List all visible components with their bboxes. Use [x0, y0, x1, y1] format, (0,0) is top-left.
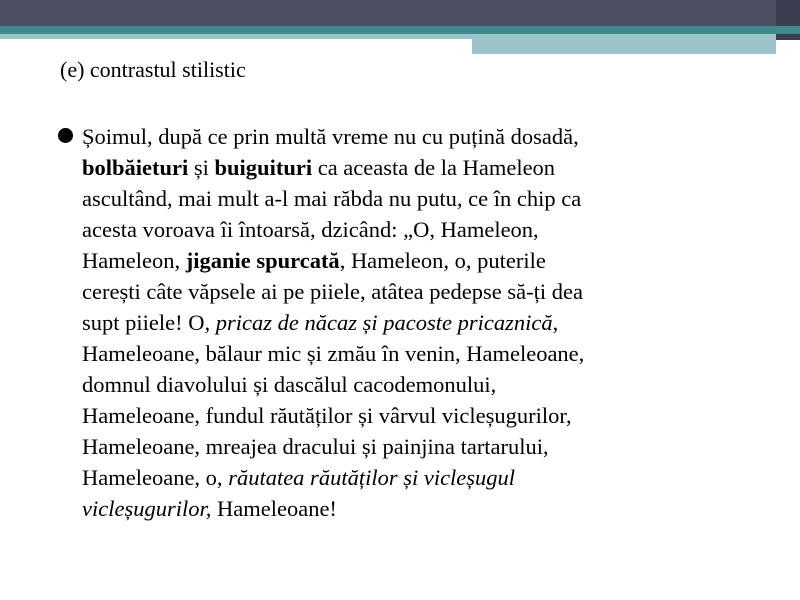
paragraph-line	[82, 493, 772, 524]
bullet-icon	[58, 128, 73, 143]
text-run: ,	[552, 310, 559, 335]
bold-term: jiganie spurcată	[185, 248, 340, 273]
paragraph-line	[82, 214, 772, 245]
italic-phrase: răutatea răutăților și vicleșugul	[228, 465, 516, 490]
text-run: Hameleoane!	[211, 496, 337, 521]
paragraph-line	[82, 369, 772, 400]
text-run: ascultând, mai mult a-l mai răbda nu putu, ce în chip ca	[82, 186, 582, 211]
text-run: cerești câte văpsele ai pe piiele, atâtea pedepse să-ți dea	[82, 279, 583, 304]
header-light-band-left	[0, 34, 472, 39]
paragraph-line	[82, 276, 772, 307]
paragraph-line	[82, 462, 772, 493]
text-run: supt piiele! O,	[82, 310, 216, 335]
bold-term: buiguituri	[214, 155, 313, 180]
text-run: Hameleoane, bălaur mic și zmău în venin, Hameleoane,	[82, 341, 585, 366]
text-run: ca aceasta de la Hameleon	[312, 155, 556, 180]
header-dark-corner	[776, 0, 800, 40]
paragraph-line	[82, 431, 772, 462]
italic-phrase: vicleșugurilor,	[82, 496, 212, 521]
paragraph-line	[82, 183, 772, 214]
text-run: domnul diavolului și dascălul cacodemonului,	[82, 372, 497, 397]
text-run: , Hameleon, o, puterile	[339, 248, 546, 273]
italic-phrase: pricaz de năcaz și pacoste pricaznică	[215, 310, 553, 335]
text-run: și	[188, 155, 215, 180]
text-run: Șoimul, după ce prin multă vreme nu cu puțină dosadă,	[82, 124, 579, 149]
paragraph-line	[82, 338, 772, 369]
text-run: Hameleoane, fundul răutăților și vârvul vicleșugurilor,	[82, 403, 572, 428]
quote-paragraph	[82, 121, 772, 524]
text-run: Hameleoane, o,	[82, 465, 229, 490]
header-dark-bar	[0, 0, 776, 26]
text-run: Hameleon,	[82, 248, 186, 273]
header-light-band-right	[472, 34, 776, 54]
paragraph-line	[82, 307, 772, 338]
paragraph-line	[82, 400, 772, 431]
section-subtitle: (e) contrastul stilistic	[60, 57, 246, 82]
bold-term: bolbăieturi	[82, 155, 189, 180]
text-run: Hameleoane, mreajea dracului și painjina tartarului,	[82, 434, 549, 459]
text-run: acesta voroava îi întoarsă, dzicând: „O, Hameleon,	[82, 217, 539, 242]
paragraph-line	[82, 152, 772, 183]
paragraph-line	[82, 245, 772, 276]
paragraph-line	[82, 121, 772, 152]
header-teal-line	[0, 26, 800, 34]
